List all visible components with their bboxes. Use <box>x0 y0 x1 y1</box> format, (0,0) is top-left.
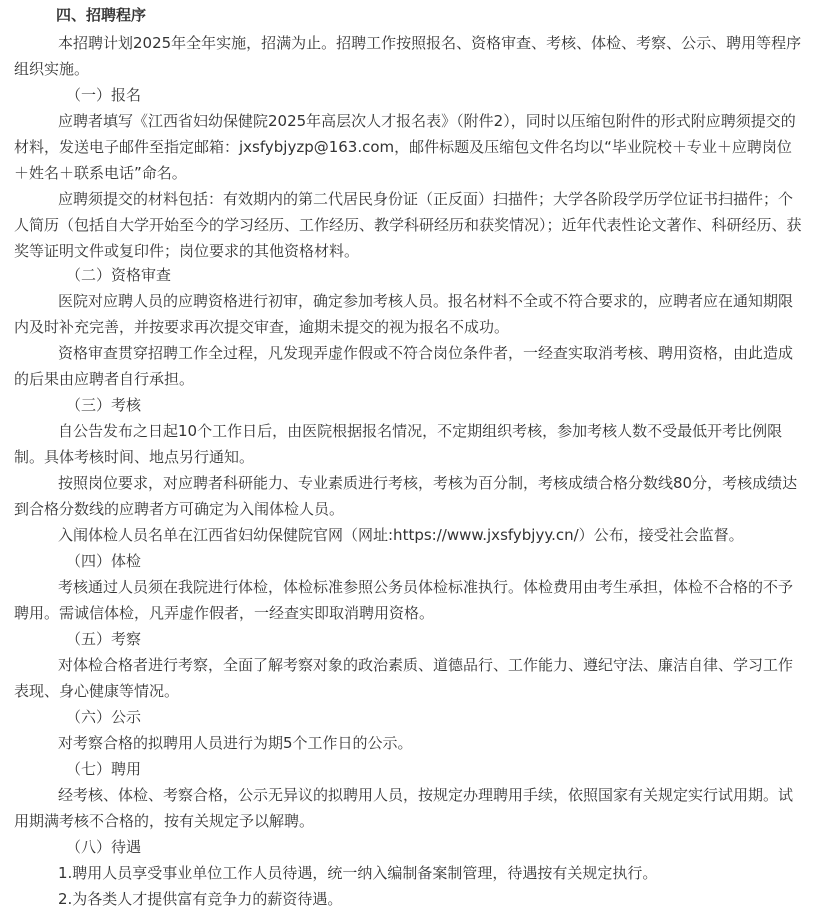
subsection-heading-inspection: （五）考察 <box>66 630 142 648</box>
paragraph-assessment-2: 按照岗位要求，对应聘者科研能力、专业素质进行考核，考核为百分制，考核成绩合格分数线80分，考核成绩达到合格分数线的应聘者方可确定为入闱体检人员。 <box>14 474 798 518</box>
section-title: 四、招聘程序 <box>56 6 147 24</box>
paragraph-benefits-1: 1.聘用人员享受事业单位工作人员待遇，统一纳入编制备案制管理，待遇按有关规定执行。 <box>58 864 658 882</box>
paragraph-registration-1: 应聘者填写《江西省妇幼保健院2025年高层次人才报名表》（附件2），同时以压缩包附件的形式附应聘须提交的材料，发送电子邮件至指定邮箱：jxsfybjyzp@163.com，邮件标题及压缩包文件名均以“毕业院校＋专业＋应聘岗位＋姓名＋联系电话”命名。 <box>14 112 796 182</box>
subsection-heading-publicity: （六）公示 <box>66 708 142 726</box>
subsection-heading-employment: （七）聘用 <box>66 760 142 778</box>
paragraph-employment-1: 经考核、体检、考察合格，公示无异议的拟聘用人员，按规定办理聘用手续，依照国家有关规定实行试用期。试用期满考核不合格的，按有关规定予以解聘。 <box>14 786 794 830</box>
paragraph-assessment-1: 自公告发布之日起10个工作日后，由医院根据报名情况，不定期组织考核，参加考核人数不受最低开考比例限制。具体考核时间、地点另行通知。 <box>14 422 783 466</box>
intro-paragraph: 本招聘计划2025年全年实施，招满为止。招聘工作按照报名、资格审查、考核、体检、考察、公示、聘用等程序组织实施。 <box>14 34 802 78</box>
subsection-heading-assessment: （三）考核 <box>66 396 142 414</box>
subsection-heading-physical-exam: （四）体检 <box>66 552 142 570</box>
paragraph-qualification-1: 医院对应聘人员的应聘资格进行初审，确定参加考核人员。报名材料不全或不符合要求的，应聘者应在通知期限内及时补充完善，并按要求再次提交审查，逾期未提交的视为报名不成功。 <box>14 292 794 336</box>
paragraph-publicity-1: 对考察合格的拟聘用人员进行为期5个工作日的公示。 <box>58 734 413 752</box>
subsection-heading-benefits: （八）待遇 <box>66 838 142 856</box>
subsection-heading-registration: （一）报名 <box>66 86 142 104</box>
paragraph-physical-exam-1: 考核通过人员须在我院进行体检，体检标准参照公务员体检标准执行。体检费用由考生承担，体检不合格的不予聘用。需诚信体检，凡弄虚作假者，一经查实即取消聘用资格。 <box>14 578 794 622</box>
paragraph-registration-2: 应聘须提交的材料包括：有效期内的第二代居民身份证（正反面）扫描件；大学各阶段学历学位证书扫描件；个人简历（包括自大学开始至今的学习经历、工作经历、教学科研经历和获奖情况）；近年代表性论文著作、科研经历、获奖等证明文件或复印件；岗位要求的其他资格材料。 <box>14 190 802 260</box>
paragraph-inspection-1: 对体检合格者进行考察，全面了解考察对象的政治素质、道德品行、工作能力、遵纪守法、廉洁自律、学习工作表现、身心健康等情况。 <box>14 656 794 700</box>
subsection-heading-qualification: （二）资格审查 <box>66 266 172 284</box>
paragraph-qualification-2: 资格审查贯穿招聘工作全过程，凡发现弄虚作假或不符合岗位条件者，一经查实取消考核、聘用资格，由此造成的后果由应聘者自行承担。 <box>14 344 794 388</box>
paragraph-benefits-2: 2.为各类人才提供富有竞争力的薪资待遇。 <box>58 890 343 908</box>
paragraph-assessment-3: 入闱体检人员名单在江西省妇幼保健院官网（网址:https://www.jxsfybjyy.cn/）公布，接受社会监督。 <box>58 526 744 544</box>
